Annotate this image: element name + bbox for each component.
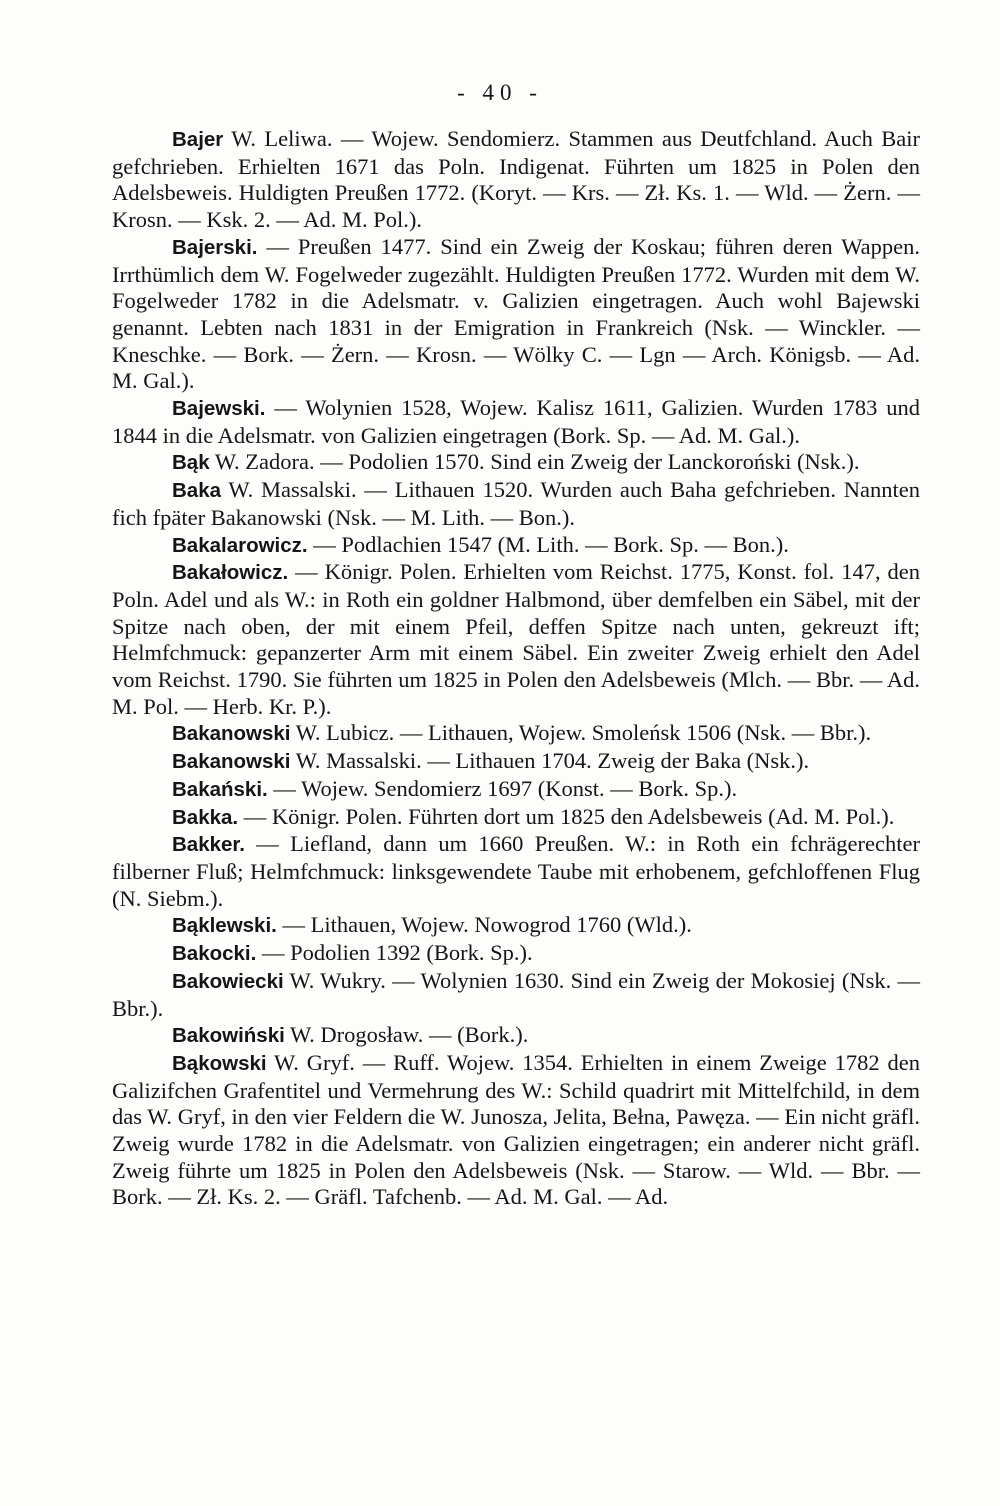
page-number: - 40 - xyxy=(457,80,543,105)
entry xyxy=(112,234,920,395)
entry-headword: Bakocki. xyxy=(172,942,257,966)
entry xyxy=(112,748,920,776)
entry-text: — Wojew. Sendomierz 1697 (Konst. — Bork. Sp.). xyxy=(267,775,738,801)
entry-list xyxy=(112,126,920,1211)
entry-text: W. Drogosław. — (Bork.). xyxy=(284,1022,529,1048)
entry-text: W. Wukry. — Wolynien 1630. Sind ein Zweig der Mokosiej (Nsk. — Bbr.). xyxy=(112,967,920,1021)
entry xyxy=(112,532,920,560)
entry xyxy=(112,477,920,531)
entry xyxy=(112,968,920,1022)
entry-headword: Bakalarowicz. xyxy=(172,533,308,557)
entry xyxy=(112,776,920,804)
entry-text: — Liefland, dann um 1660 Preußen. W.: in Roth ein fchrägerechter filberner Fluß; Helmfchmuck: linksgewendete Taube mit erhobenem, gefchloffenen Flug (N. Siebm.). xyxy=(112,831,920,911)
entry-text: — Preußen 1477. Sind ein Zweig der Koskau; führen deren Wappen. Irrthümlich dem W. Fogelweder zugezählt. Huldigten Preußen 1772. Wurden mit dem W. Fogelweder 1782 in die Adelsmatr. v. Galizien eingetragen. Auch wohl Bajewski genannt. Lebten nach 1831 in der Emigration in Frankreich (Nsk. — Winckler. — Kneschke. — Bork. — Żern. — Krosn. — Wölky C. — Lgn — Arch. Königsb. — Ad. M. Gal.). xyxy=(112,233,920,394)
entry-headword: Bakka. xyxy=(172,805,239,829)
entry-headword: Bakker. xyxy=(172,833,245,857)
entry-headword: Bąk xyxy=(172,451,210,475)
entry-text: — Lithauen, Wojew. Nowogrod 1760 (Wld.). xyxy=(276,912,692,938)
entry-text: — Podolien 1392 (Bork. Sp.). xyxy=(256,940,533,966)
entry-text: W. Leliwa. — Wojew. Sendomierz. Stammen aus Deutfchland. Auch Bair gefchrieben. Erhielten 1671 das Poln. Indigenat. Führten um 1825 in Polen den Adelsbeweis. Huldigten Preußen 1772. (Koryt. — Krs. — Zł. Ks. 1. — Wld. — Żern. — Krosn. — Ksk. 2. — Ad. M. Pol.). xyxy=(112,126,920,233)
entry-text: W. Massalski. — Lithauen 1520. Wurden auch Baha gefchrieben. Nannten fich fpäter Bakanowski (Nsk. — M. Lith. — Bon.). xyxy=(112,477,920,530)
entry xyxy=(112,1022,920,1050)
entry-headword: Bakanowski xyxy=(172,722,291,746)
entry-headword: Baka xyxy=(172,479,222,503)
entry xyxy=(112,720,920,748)
entry-headword: Bakowiecki xyxy=(172,969,284,993)
entry-headword: Bakanowski xyxy=(172,750,291,774)
entry-text: W. Massalski. — Lithauen 1704. Zweig der Baka (Nsk.). xyxy=(290,748,810,774)
entry-text: — Wolynien 1528, Wojew. Kalisz 1611, Galizien. Wurden 1783 und 1844 in die Adelsmatr. von Galizien eingetragen (Bork. Sp. — Ad. M. Gal.). xyxy=(112,395,920,448)
entry xyxy=(112,804,920,832)
entry xyxy=(112,912,920,940)
entry xyxy=(112,126,920,234)
entry xyxy=(112,940,920,968)
entry xyxy=(112,395,920,449)
entry-text: W. Gryf. — Ruff. Wojew. 1354. Erhielten in einem Zweige 1782 den Galizifchen Grafentitel und Vermehrung des W.: Schild quadrirt mit Mittelfchild, in dem das W. Gryf, in den vier Feldern die W. Junosza, Jelita, Bełna, Pawęza. — Ein nicht gräfl. Zweig wurde 1782 in die Adelsmatr. von Galizien eingetragen; ein anderer nicht gräfl. Zweig führte um 1825 in Polen den Adelsbeweis (Nsk. — Starow. — Wld. — Bbr. — Bork. — Zł. Ks. 2. — Gräfl. Tafchenb. — Ad. M. Gal. — Ad. xyxy=(112,1049,920,1210)
entry-headword: Bakański. xyxy=(172,777,268,801)
entry-text: — Königr. Polen. Erhielten vom Reichst. 1775, Konst. fol. 147, den Poln. Adel und als W.: in Roth ein goldner Halbmond, über demfelben ein Säbel, mit der Spitze nach oben, der mit einem Pfeil, deffen Spitze nach unten, gekreuzt ift; Helmfchmuck: gepanzerter Arm mit einem Säbel. Ein zweiter Zweig erhielt den Adel vom Reichst. 1790. Sie führten um 1825 in Polen den Adelsbeweis (Mlch. — Bbr. — Ad. M. Pol. — Herb. Kr. P.). xyxy=(112,559,920,719)
entry-headword: Bakowiński xyxy=(172,1024,285,1048)
entry xyxy=(112,831,920,912)
entry xyxy=(112,1050,920,1211)
entry-text: — Podlachien 1547 (M. Lith. — Bork. Sp. — Bon.). xyxy=(307,531,789,557)
entry-text: — Königr. Polen. Führten dort um 1825 den Adelsbeweis (Ad. M. Pol.). xyxy=(238,803,895,829)
entry-headword: Bąkowski xyxy=(172,1051,267,1075)
entry-headword: Bakałowicz. xyxy=(172,561,289,585)
entry xyxy=(112,559,920,720)
entry-text: W. Lubicz. — Lithauen, Wojew. Smoleńsk 1506 (Nsk. — Bbr.). xyxy=(290,720,872,746)
entry xyxy=(112,449,920,477)
entry-text: W. Zadora. — Podolien 1570. Sind ein Zweig der Lanckoroński (Nsk.). xyxy=(209,449,860,475)
entry-headword: Bąklewski. xyxy=(172,914,277,938)
entry-headword: Bajerski. xyxy=(172,235,258,259)
entry-headword: Bajewski. xyxy=(172,397,266,421)
entry-headword: Bajer xyxy=(172,128,224,151)
